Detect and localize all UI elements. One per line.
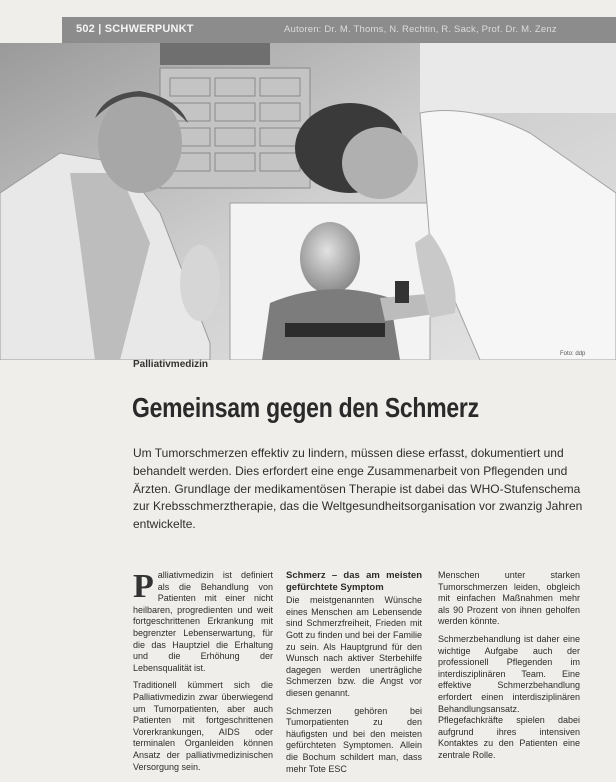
paragraph: Die meistgenannten Wünsche eines Menschen am Lebensende sind Schmerzfreiheit, Frieden mit Gott zu finden und bei der Familie zu sein. Als Hauptgrund für den Wunsch nach aktiver Sterbehilfe dagegen werden unerträgliche Schmerzen bzw. die Angst vor diesen genannt. (286, 595, 422, 698)
article-lead: Um Tumorschmerzen effektiv zu lindern, müssen diese erfasst, dokumentiert und behandelt werden. Dies erfordert eine enge Zusammenarbeit von Pflegenden und Ärzten. Grundlage der medikamentösen Therapie ist dabei das WHO-Stufenschema zur Krebsschmerztherapie, das die Weltgesundheitsorganisation vor zwanzig Jahren entwickelte. (133, 446, 583, 532)
paragraph: alliativmedizin ist definiert als die Behandlung von Patienten mit einer nicht heilbaren, progredienten und weit fortgeschrittenen Erkrankung mit begrenzter Lebenserwartung, für die das Hauptziel die Erhaltung und die Erhöhung der Lebensqualität ist. (133, 570, 273, 673)
subheading: Schmerz – das am meisten gefürchtete Symptom (286, 570, 422, 593)
section-label: 502 | SCHWERPUNKT (76, 23, 194, 35)
text-column-3 (438, 570, 580, 768)
photo-credit: Foto: ddp (560, 351, 586, 357)
drop-cap: P (133, 568, 154, 605)
article-kicker: Palliativmedizin (133, 359, 209, 370)
paragraph: Schmerzen gehören bei Tumorpatienten zu den häufigsten und bei den meisten gefürchteten Symptomen. Allein die Bochum schildert man, dass mehr Tote ESC (286, 705, 422, 774)
text-column-1 (133, 570, 273, 779)
article-title: Gemeinsam gegen den Schmerz (132, 392, 479, 423)
header-bar (62, 17, 616, 43)
paragraph: Schmerzbehandlung ist daher eine wichtige Aufgabe auch der professionell Pflegenden im interdisziplinären Team. Eine effektive Schmerzbehandlung erfordert einen interdisziplinären Behandlungsansatz. Pflegefachkräfte spielen dabei aufgrund ihres intensiven Kontaktes zu den Patienten eine zentrale Rolle. (438, 633, 580, 760)
text-column-2 (286, 570, 422, 781)
paragraph: Traditionell kümmert sich die Palliativmedizin zwar überwiegend um Tumorpatienten, aber auch Patienten mit fortgeschrittenen Vorerkrankungen, AIDS oder terminalen Organleiden können Ansatz der palliativmedizinischen Versorgung sein. (133, 680, 273, 772)
paragraph: Menschen unter starken Tumorschmerzen leiden, obgleich mit einfachen Maßnahmen mehr als 90 Prozent von ihnen geholfen werden könnte. (438, 570, 580, 627)
article-photo (0, 43, 616, 360)
authors-line: Autoren: Dr. M. Thoms, N. Rechtin, R. Sack, Prof. Dr. M. Zenz (284, 24, 557, 35)
